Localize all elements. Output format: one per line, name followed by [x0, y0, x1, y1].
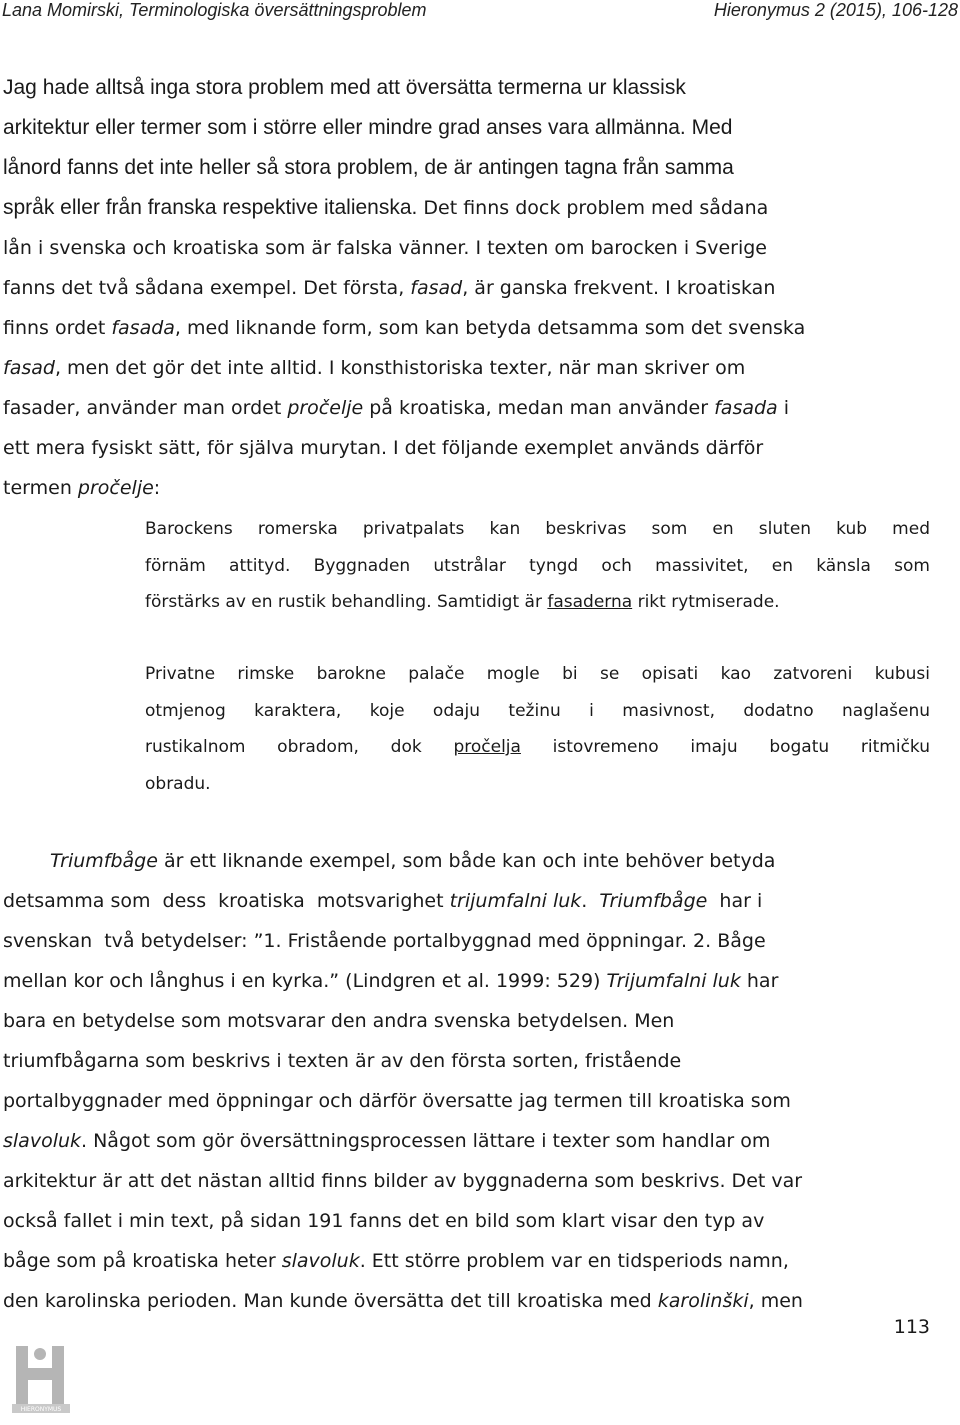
text-line: också fallet i min text, på sidan 191 fanns det en bild som klart visar den typ av: [3, 1210, 765, 1232]
text-line: lånord fanns det inte heller så stora problem, de är antingen tagna från samma: [3, 156, 734, 179]
running-header: [0, 0, 960, 24]
text-line: fasader, använder man ordet pročelje på kroatiska, medan man använder fasada i: [3, 397, 790, 419]
quote-line: förnäm attityd. Byggnaden utstrålar tyngd och massivitet, en känsla som: [145, 555, 930, 576]
paragraph-2: [3, 841, 928, 1321]
text-line: arkitektur är att det nästan alltid finns bilder av byggnaderna som beskrivs. Det var: [3, 1170, 803, 1192]
quote-line: rustikalnom obradom, dok pročelja istovremeno imaju bogatu ritmičku: [145, 737, 931, 757]
text-line: triumfbågarna som beskrivs i texten är av den första sorten, fristående: [3, 1050, 682, 1072]
text-line: svenskan två betydelser: ”1. Fristående portalbyggnad med öppningar. 2. Båge: [3, 930, 766, 952]
text-line: fasad, men det gör det inte alltid. I konsthistoriska texter, när man skriver om: [3, 357, 746, 379]
header-journal: Hieronymus 2 (2015), 106-128: [713, 0, 958, 20]
text-line: slavoluk. Något som gör översättningsprocessen lättare i texter som handlar om: [3, 1130, 771, 1152]
text-line: termen pročelje:: [3, 477, 161, 499]
text-line: bara en betydelse som motsvarar den andra svenska betydelsen. Men: [3, 1010, 675, 1032]
text-line: Triumfbåge är ett liknande exempel, som både kan och inte behöver betyda: [50, 850, 776, 872]
text-line: detsamma som dess kroatiska motsvarighet trijumfalni luk. Triumfbåge har i: [3, 890, 763, 912]
text-line: ett mera fysiskt sätt, för själva murytan. I det följande exemplet används därför: [3, 437, 764, 459]
logo-text: HIERONYMUS: [20, 1406, 62, 1413]
text-line: båge som på kroatiska heter slavoluk. Ett större problem var en tidsperiods namn,: [3, 1250, 789, 1272]
paragraph-1: [3, 68, 928, 508]
block-quote-swedish: [145, 511, 930, 621]
text-line: mellan kor och långhus i en kyrka.” (Lindgren et al. 1999: 529) Trijumfalni luk har: [3, 970, 779, 992]
text-line: portalbyggnader med öppningar och därför översatte jag termen till kroatiska som: [3, 1090, 791, 1112]
text-line: språk eller från franska respektive italienska. Det finns dock problem med sådana: [3, 196, 769, 219]
hieronymus-logo-icon: [10, 1340, 72, 1420]
block-quote-croatian: [145, 656, 930, 802]
quote-line: otmjenog karaktera, koje odaju težinu i masivnost, dodatno naglašenu: [145, 700, 930, 721]
page-number: 113: [893, 1316, 930, 1338]
header-author-title: Lana Momirski, Terminologiska översättningsproblem: [2, 0, 427, 20]
quote-line: förstärks av en rustik behandling. Samtidigt är fasaderna rikt rytmiserade.: [145, 592, 780, 612]
quote-line: obradu.: [145, 773, 211, 794]
text-line: Jag hade alltså inga stora problem med att översätta termerna ur klassisk: [3, 76, 686, 99]
quote-line: Barockens romerska privatpalats kan beskrivas som en sluten kub med: [145, 519, 930, 539]
text-line: den karolinska perioden. Man kunde översätta det till kroatiska med karolinški, men: [3, 1290, 803, 1312]
text-line: finns ordet fasada, med liknande form, som kan betyda detsamma som det svenska: [3, 317, 806, 339]
text-line: lån i svenska och kroatiska som är falska vänner. I texten om barocken i Sverige: [3, 237, 767, 259]
text-line: arkitektur eller termer som i större eller mindre grad anses vara allmänna. Med: [3, 116, 733, 139]
quote-line: Privatne rimske barokne palače mogle bi se opisati kao zatvoreni kubusi: [145, 664, 930, 684]
text-line: fanns det två sådana exempel. Det första, fasad, är ganska frekvent. I kroatiskan: [3, 277, 776, 299]
